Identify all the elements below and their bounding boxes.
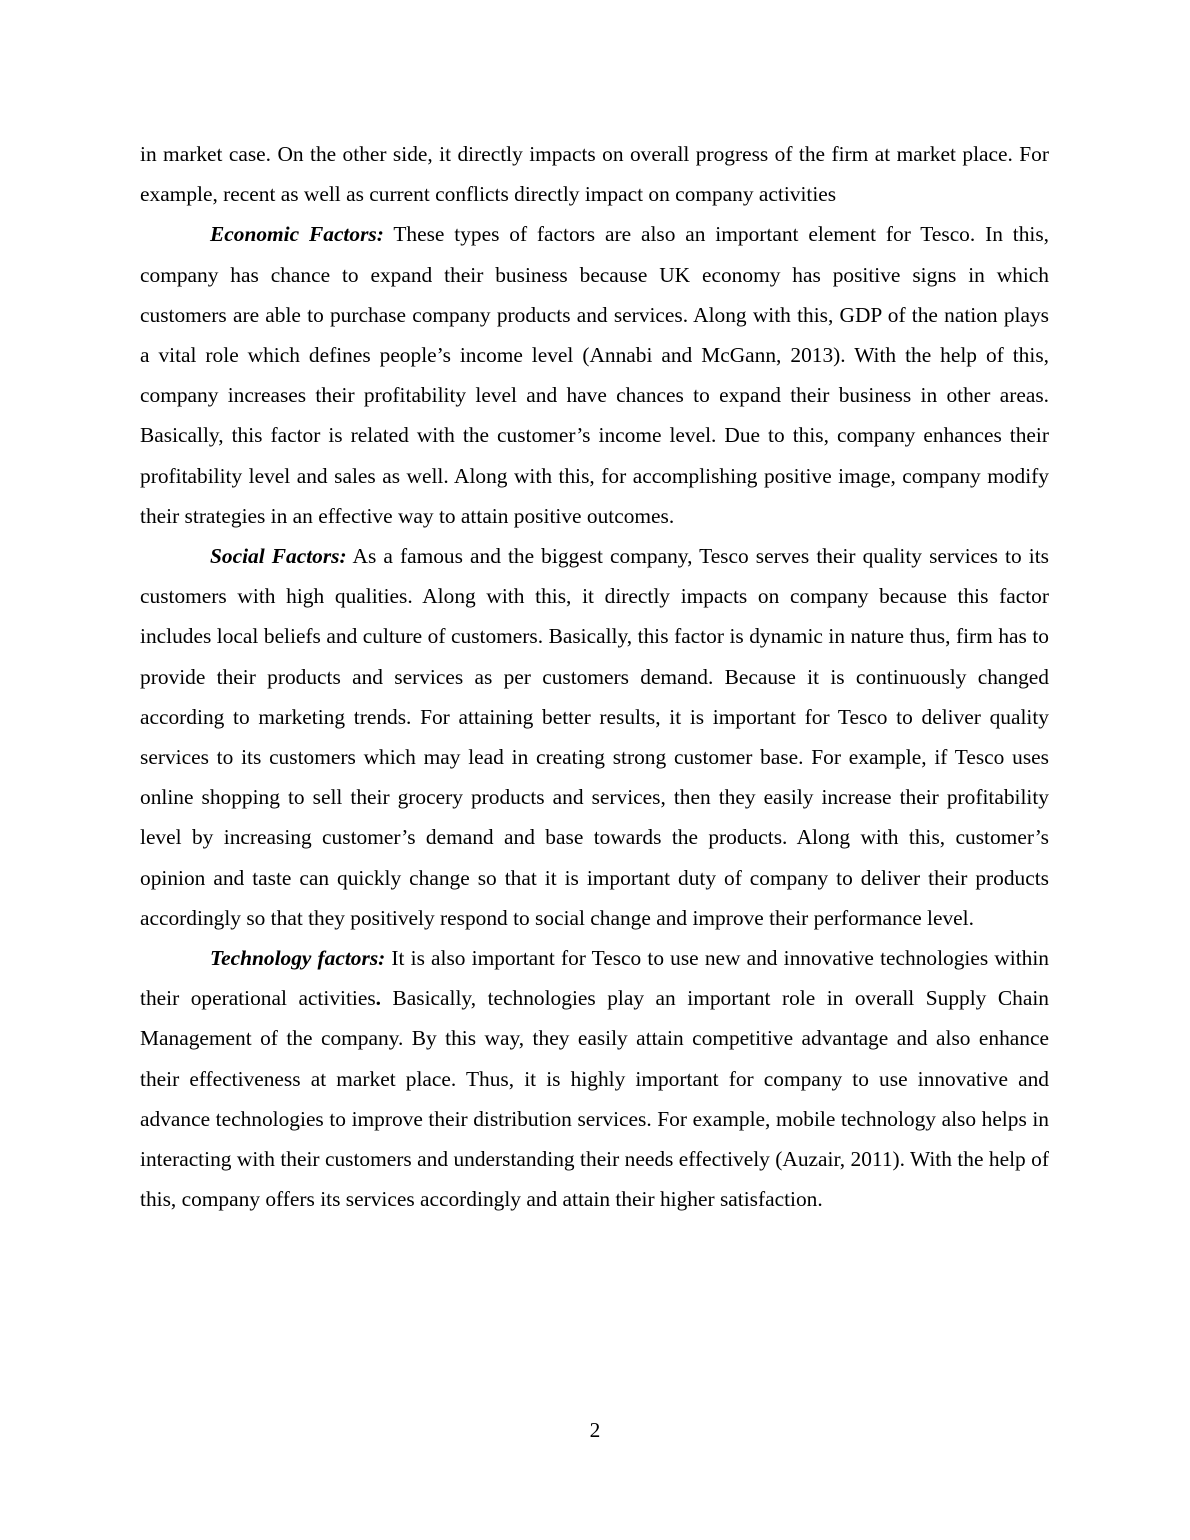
technology-factors-paragraph: [140, 938, 1049, 1219]
continuation-paragraph: in market case. On the other side, it directly impacts on overall progress of the firm at market place. For example, recent as well as current conflicts directly impact on company activities: [140, 142, 1049, 207]
body-text: [140, 134, 1049, 1219]
economic-factors-paragraph: [140, 214, 1049, 536]
economic-factors-text: These types of factors are also an important element for Tesco. In this, company has chance to expand their business because UK economy has positive signs in which customers are able to purchase company products and services. Along with this, GDP of the nation plays a vital role which defines people’s income level (Annabi and McGann, 2013). With the help of this, company increases their profitability level and have chances to expand their business in other areas. Basically, this factor is related with the customer’s income level. Due to this, company enhances their profitability level and sales as well. Along with this, for accomplishing positive image, company modify their strategies in an effective way to attain positive outcomes.: [140, 222, 1050, 528]
technology-factors-text-1: It is also important for Tesco to use new and innovative technologies within their operational activities: [140, 946, 1049, 1011]
social-factors-text: As a famous and the biggest company, Tesco serves their quality services to its customers with high qualities. Along with this, it directly impacts on company because this factor includes local beliefs and culture of customers. Basically, this factor is dynamic in nature thus, firm has to provide their products and services as per customers demand. Because it is continuously changed according to marketing trends. For attaining better results, it is important for Tesco to deliver quality services to its customers which may lead in creating strong customer base. For example, if Tesco uses online shopping to sell their grocery products and services, then they easily increase their profitability level by increasing customer’s demand and base towards the products. Along with this, customer’s opinion and taste can quickly change so that it is important duty of company to deliver their products accordingly so that they positively respond to social change and improve their performance level.: [140, 544, 1049, 930]
social-factors-heading: Social Factors:: [210, 544, 347, 569]
technology-factors-bold-period: .: [375, 986, 382, 1011]
economic-factors-heading: Economic Factors:: [210, 222, 384, 247]
social-factors-paragraph: [140, 536, 1049, 938]
technology-factors-text-2: Basically, technologies play an important role in overall Supply Chain Management of the company. By this way, they easily attain competitive advantage and also enhance their effectiveness at market place. Thus, it is highly important for company to use innovative and advance technologies to improve their distribution services. For example, mobile technology also helps in interacting with their customers and understanding their needs effectively (Auzair, 2011). With the help of this, company offers its services accordingly and attain their higher satisfaction.: [140, 986, 1049, 1212]
technology-factors-heading: Technology factors:: [210, 946, 386, 971]
page-number: 2: [589, 1418, 601, 1442]
